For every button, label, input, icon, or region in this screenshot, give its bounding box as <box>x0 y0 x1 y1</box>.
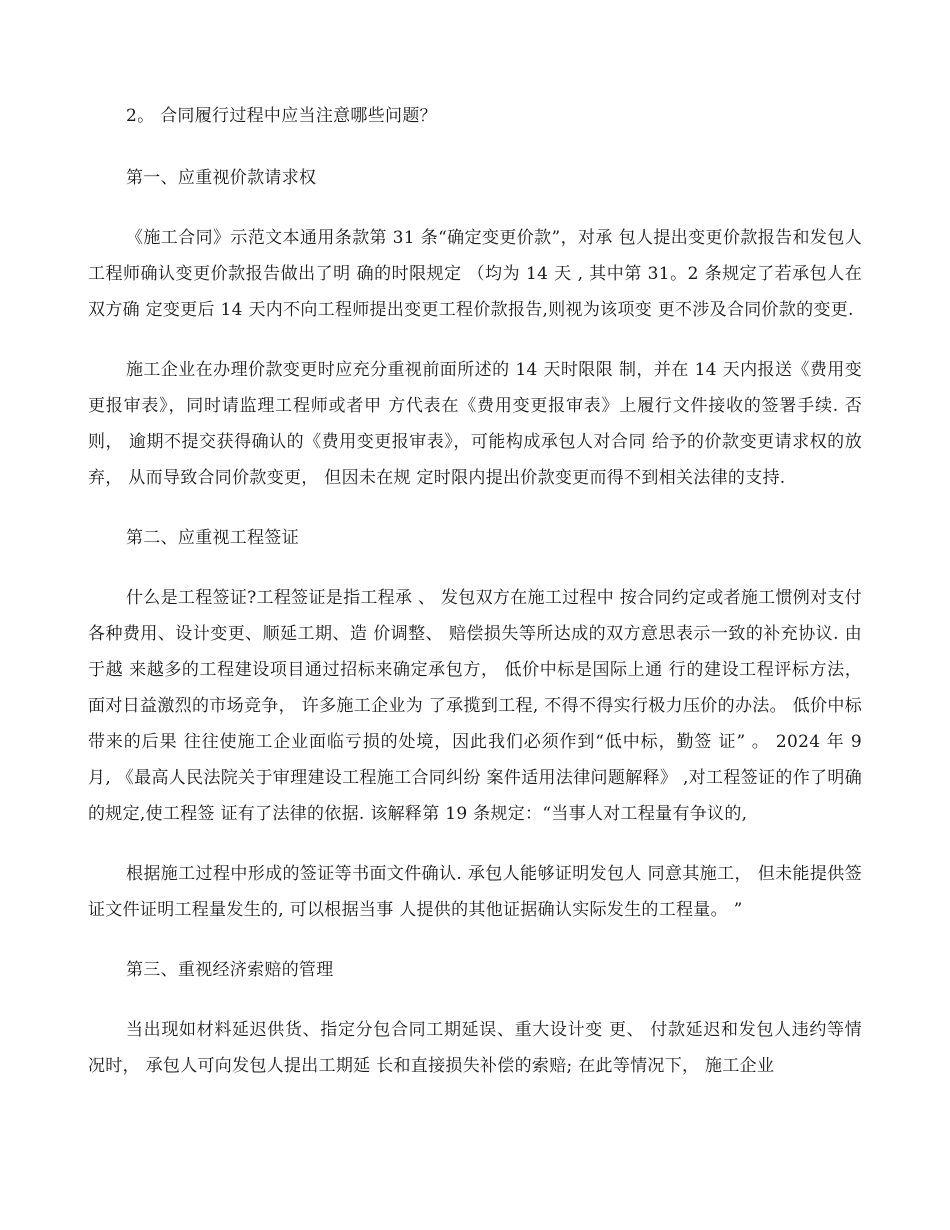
section2-heading: 第二、应重视工程签证 <box>126 528 299 548</box>
section2-paragraph-1: 什么是工程签证?工程签证是指工程承 、 发包双方在施工过程中 按合同约定或者施工惯例对支付各种费用、设计变更、顺延工期、造 价调整、 赔偿损失等所达成的双方意思表示一致的补充协议. 由于越 来越多的工程建设项目通过招标来确定承包方， 低价中标是国际上通 行的建设工程评标方法， 面对日益激烈的市场竞争， 许多施工企业为 了承揽到工程, 不得不得实行极力压价的办法。 低价中标带来的后果 往往使施工企业面临亏损的处境，因此我们必须作到“低中标，勤签 证” 。 2024 年 9 月, 《最高人民法院关于审理建设工程施工合同纠纷 案件适用法律问题解释》 ,对工程签证的作了明确的规定,使工程签 证有了法律的依据. 该解释第 19 条规定：“当事人对工程量有争议的, <box>88 588 862 824</box>
section3-paragraph-1: 当出现如材料延迟供货、指定分包合同工期延误、重大设计变 更、 付款延迟和发包人违约等情况时， 承包人可向发包人提出工期延 长和直接损失补偿的索赔; 在此等情况下， 施工企业 <box>88 1020 862 1076</box>
question-heading: 2。 合同履行过程中应当注意哪些问题？ <box>126 106 437 126</box>
section1-paragraph-1: 《施工合同》示范文本通用条款第 31 条“确定变更价款”，对承 包人提出变更价款报告和发包人工程师确认变更价款报告做出了明 确的时限规定 （均为 14 天 , 其中第 31。2 条规定了若承包人在双方确 定变更后 14 天内不向工程师提出变更工程价款报告,则视为该项变 更不涉及合同价款的变更. <box>88 228 862 320</box>
section1-heading: 第一、应重视价款请求权 <box>126 168 317 188</box>
section3-heading: 第三、重视经济索赔的管理 <box>126 960 334 980</box>
section2-paragraph-2: 根据施工过程中形成的签证等书面文件确认. 承包人能够证明发包人 同意其施工， 但未能提供签证文件证明工程量发生的, 可以根据当事 人提供的其他证据确认实际发生的工程量。 ” <box>88 864 862 920</box>
section1-paragraph-2: 施工企业在办理价款变更时应充分重视前面所述的 14 天时限限 制，并在 14 天内报送《费用变更报审表》，同时请监理工程师或者甲 方代表在《费用变更报审表》上履行文件接收的签署手续. 否则， 逾期不提交获得确认的《费用变更报审表》，可能构成承包人对合同 给予的价款变更请求权的放弃， 从而导致合同价款变更， 但因未在规 定时限内提出价款变更而得不到相关法律的支持. <box>88 360 862 488</box>
